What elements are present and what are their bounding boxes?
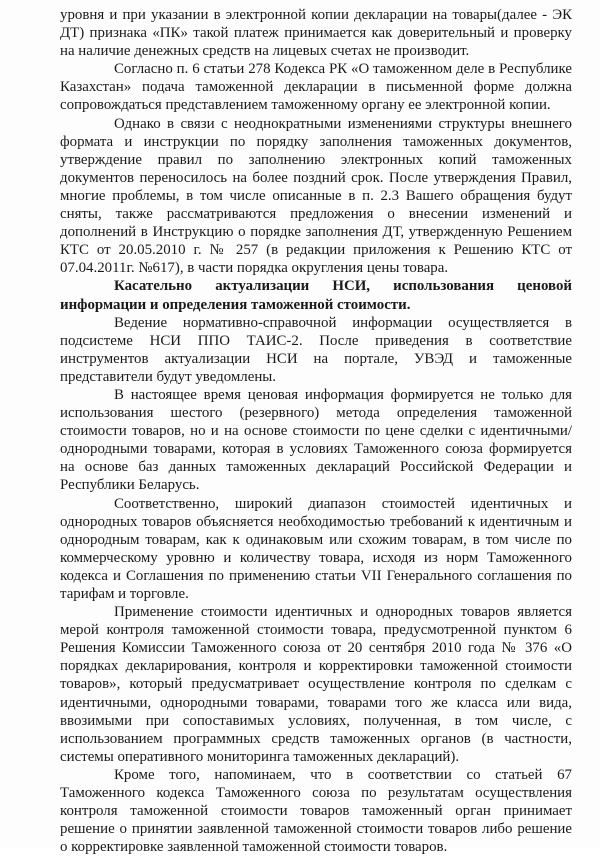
paragraph-value-range: Соответственно, широкий диапазон стоимостей идентичных и однородных товаров объясняется необходимостью требований к идентичным и однородным товарам, как к одинаковым или схожим товарам, в том числе по коммерческому уровню и количеству товара, исходя из норм Таможенного кодекса и Соглашения по применению статьи VII Генерального соглашения по тарифам и торговле.: [60, 495, 572, 602]
section-heading-nsi: Касательно актуализации НСИ, использования ценовой информации и определения таможенной стоимости.: [60, 278, 572, 313]
paragraph-reference-info: Ведение нормативно-справочной информации осуществляется в подсистеме НСИ ППО ТАИС-2. После приведения в соответствие инструментов актуализации НСИ на портале, УВЭД и таможенные представители будут уведомлены.: [60, 314, 572, 385]
paragraph-rules-approval: Однако в связи с неоднократными изменениями структуры внешнего формата и инструкции по порядку заполнения таможенных документов, утверждение правил по заполнению электронных копий таможенных документов переносилось на более поздний срок. После утверждения Правил, многие проблемы, в том числе описанные в п. 2.3 Вашего обращения будут сняты, также рассматриваются предложения о внесении изменений и дополнений в Инструкцию о порядке заполнения ДТ, утвержденную Решением КТС от 20.05.2010 г. № 257 (в редакции приложения к Решению КТС от 07.04.2011г. №617), в части порядка округления цены товара.: [60, 115, 572, 277]
paragraph-price-information: В настоящее время ценовая информация формируется не только для использования шестого (резервного) метода определения таможенной стоимости товаров, но и на основе стоимости по цене сделки с идентичными/однородными товарами, которая в условиях Таможенного союза формируется на основе баз данных таможенных деклараций Российской Федерации и Республики Беларусь.: [60, 386, 572, 494]
paragraph-continuation: уровня и при указании в электронной копии декларации на товары(далее - ЭК ДТ) признака «ПК» такой платеж принимается как доверительный и проверку на наличие денежных средств на лицевых счетах не производит.: [60, 7, 572, 60]
paragraph-identical-goods: Применение стоимости идентичных и однородных товаров является мерой контроля таможенной стоимости товара, предусмотренной пунктом 6 Решения Комиссии Таможенного союза от 20 сентября 2010 года № 376 «О порядках декларирования, контроля и корректировки таможенной стоимости товаров», который предусматривает осуществление контроля по сделкам с идентичными, однородными товарами, товарами того же класса или вида, ввозимыми при сопоставимых условиях, полученная, в том числе, с использованием программных средств таможенных органов (в частности, системы оперативного мониторинга таможенных деклараций).: [60, 604, 572, 765]
paragraph-customs-code-article: Согласно п. 6 статьи 278 Кодекса РК «О таможенном деле в Республике Казахстан» подача таможенной декларации в письменной форме должна сопровождаться представлением таможенному органу ее электронной копии.: [60, 61, 572, 114]
paragraph-article-67: Кроме того, напоминаем, что в соответствии со статьей 67 Таможенного кодекса Таможенного союза по результатам осуществления контроля таможенной стоимости товаров таможенный орган принимает решение о принятии заявленной таможенной стоимости товаров либо решение о корректировке заявленной таможенной стоимости товаров.: [60, 766, 572, 856]
document-body: [60, 6, 572, 856]
